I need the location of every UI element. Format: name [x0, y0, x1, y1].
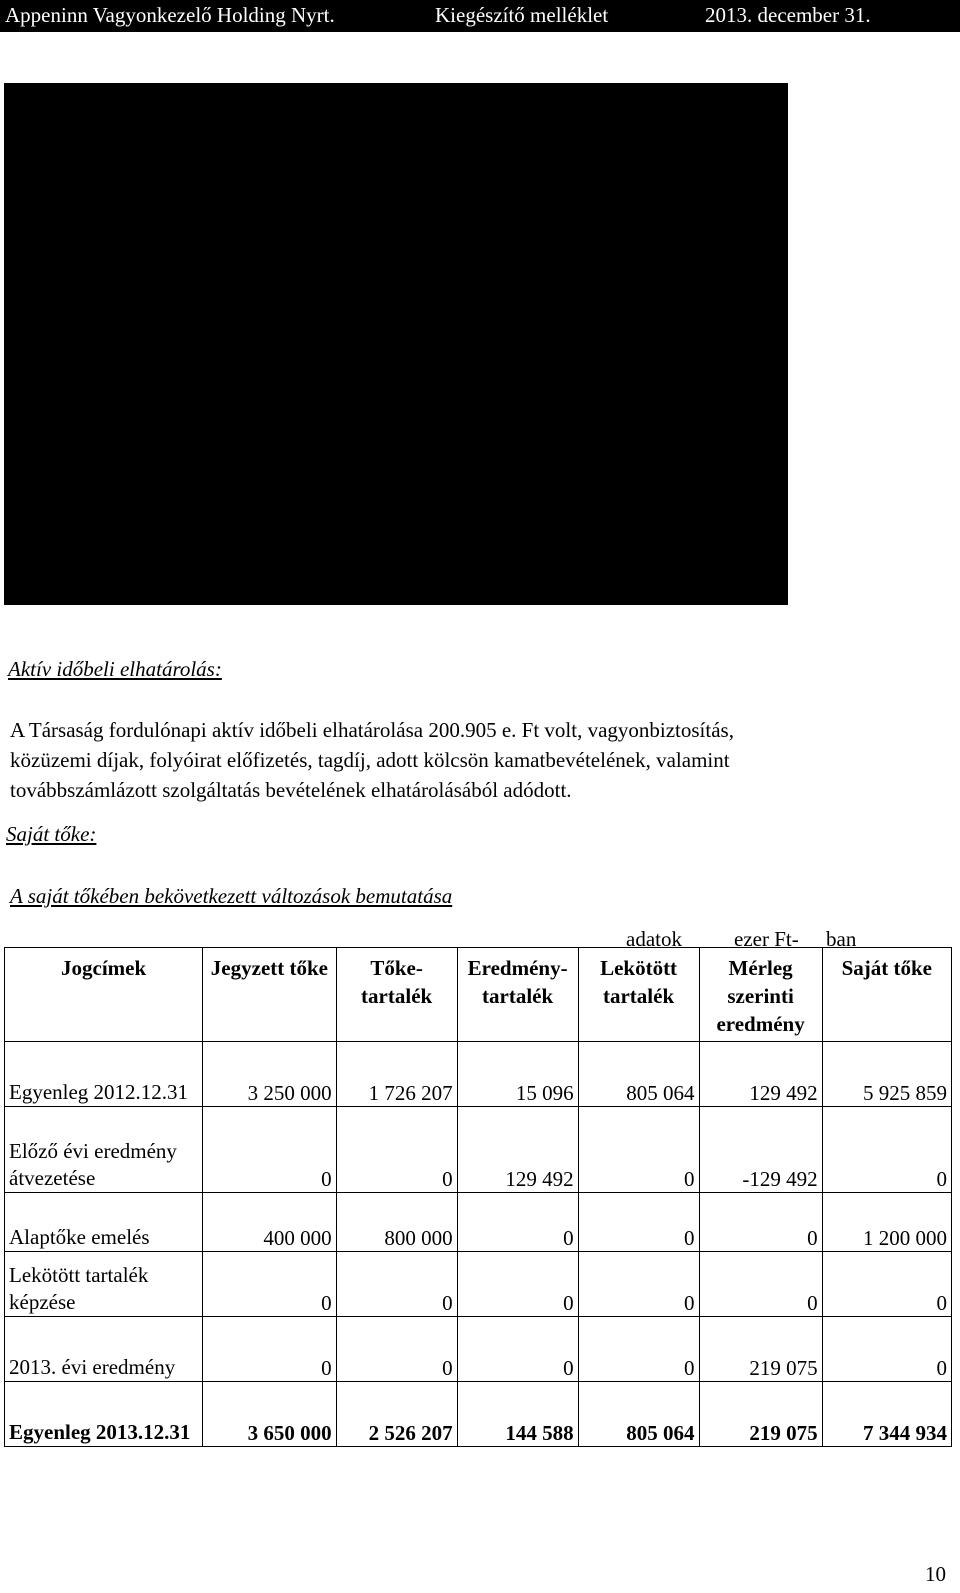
cell: 144 588 — [457, 1382, 578, 1447]
cell: 0 — [578, 1317, 699, 1382]
row-label: Egyenleg 2012.12.31 — [5, 1042, 203, 1107]
row-label: 2013. évi eredmény — [5, 1317, 203, 1382]
cell: 1 726 207 — [336, 1042, 457, 1107]
paragraph-line: A Társaság fordulónapi aktív időbeli elhatárolása 200.905 e. Ft volt, vagyonbiztosítás, — [10, 718, 734, 742]
accrued-heading: Aktív időbeli elhatárolás: — [8, 657, 222, 681]
cell: 3 250 000 — [203, 1042, 336, 1107]
cell: 0 — [822, 1317, 951, 1382]
cell: 0 — [457, 1317, 578, 1382]
table-row — [5, 1317, 952, 1382]
cell: 0 — [457, 1252, 578, 1317]
table-header-row — [5, 948, 952, 1042]
cell: 0 — [336, 1252, 457, 1317]
cell: 0 — [203, 1317, 336, 1382]
cell: -129 492 — [699, 1107, 822, 1193]
paragraph-line: továbbszámlázott szolgáltatás bevételének elhatárolásából adódott. — [10, 778, 572, 802]
col-header: Jogcímek — [5, 948, 203, 1042]
cell: 3 650 000 — [203, 1382, 336, 1447]
cell: 805 064 — [578, 1382, 699, 1447]
cell: 0 — [203, 1107, 336, 1193]
header-company: Appeninn Vagyonkezelő Holding Nyrt. — [5, 3, 335, 27]
cell: 0 — [822, 1252, 951, 1317]
table-row-total — [5, 1382, 952, 1447]
cell: 219 075 — [699, 1382, 822, 1447]
cell: 7 344 934 — [822, 1382, 951, 1447]
row-label: Alaptőke emelés — [5, 1193, 203, 1252]
cell: 0 — [457, 1193, 578, 1252]
table-row — [5, 1193, 952, 1252]
table-row — [5, 1042, 952, 1107]
units-note-1: adatok — [626, 927, 682, 951]
col-header: Eredmény-tartalék — [457, 948, 578, 1042]
row-label: Lekötött tartalék képzése — [5, 1252, 203, 1317]
table-row — [5, 1107, 952, 1193]
cell: 2 526 207 — [336, 1382, 457, 1447]
header-date: 2013. december 31. — [705, 3, 871, 27]
cell: 0 — [699, 1193, 822, 1252]
cell: 0 — [822, 1107, 951, 1193]
cell: 0 — [699, 1252, 822, 1317]
header-document-title: Kiegészítő melléklet — [435, 3, 609, 27]
col-header: Tőke-tartalék — [336, 948, 457, 1042]
cell: 0 — [336, 1107, 457, 1193]
row-label: Előző évi eredmény átvezetése — [5, 1107, 203, 1193]
cell: 0 — [578, 1252, 699, 1317]
cell: 400 000 — [203, 1193, 336, 1252]
units-note-3: ban — [826, 927, 857, 951]
cell: 800 000 — [336, 1193, 457, 1252]
cell: 0 — [203, 1252, 336, 1317]
cell: 219 075 — [699, 1317, 822, 1382]
col-header: Jegyzett tőke — [203, 948, 336, 1042]
row-label: Egyenleg 2013.12.31 — [5, 1382, 203, 1447]
equity-changes-table — [4, 947, 952, 1447]
equity-heading: Saját tőke: — [6, 822, 97, 846]
redacted-block — [4, 83, 788, 605]
cell: 0 — [578, 1107, 699, 1193]
paragraph-line: közüzemi díjak, folyóirat előfizetés, tagdíj, adott kölcsön kamatbevételének, valamint — [10, 748, 730, 772]
cell: 5 925 859 — [822, 1042, 951, 1107]
table-row — [5, 1252, 952, 1317]
page-header — [0, 0, 960, 32]
accrued-paragraph — [10, 715, 946, 805]
cell: 0 — [578, 1193, 699, 1252]
cell: 1 200 000 — [822, 1193, 951, 1252]
cell: 0 — [336, 1317, 457, 1382]
equity-subheading: A saját tőkében bekövetkezett változások bemutatása — [10, 884, 453, 908]
col-header: Mérleg szerinti eredmény — [699, 948, 822, 1042]
page-number: 10 — [925, 1562, 946, 1586]
units-note-2: ezer Ft- — [734, 927, 799, 951]
col-header: Saját tőke — [822, 948, 951, 1042]
cell: 805 064 — [578, 1042, 699, 1107]
cell: 129 492 — [699, 1042, 822, 1107]
col-header: Lekötött tartalék — [578, 948, 699, 1042]
cell: 15 096 — [457, 1042, 578, 1107]
cell: 129 492 — [457, 1107, 578, 1193]
